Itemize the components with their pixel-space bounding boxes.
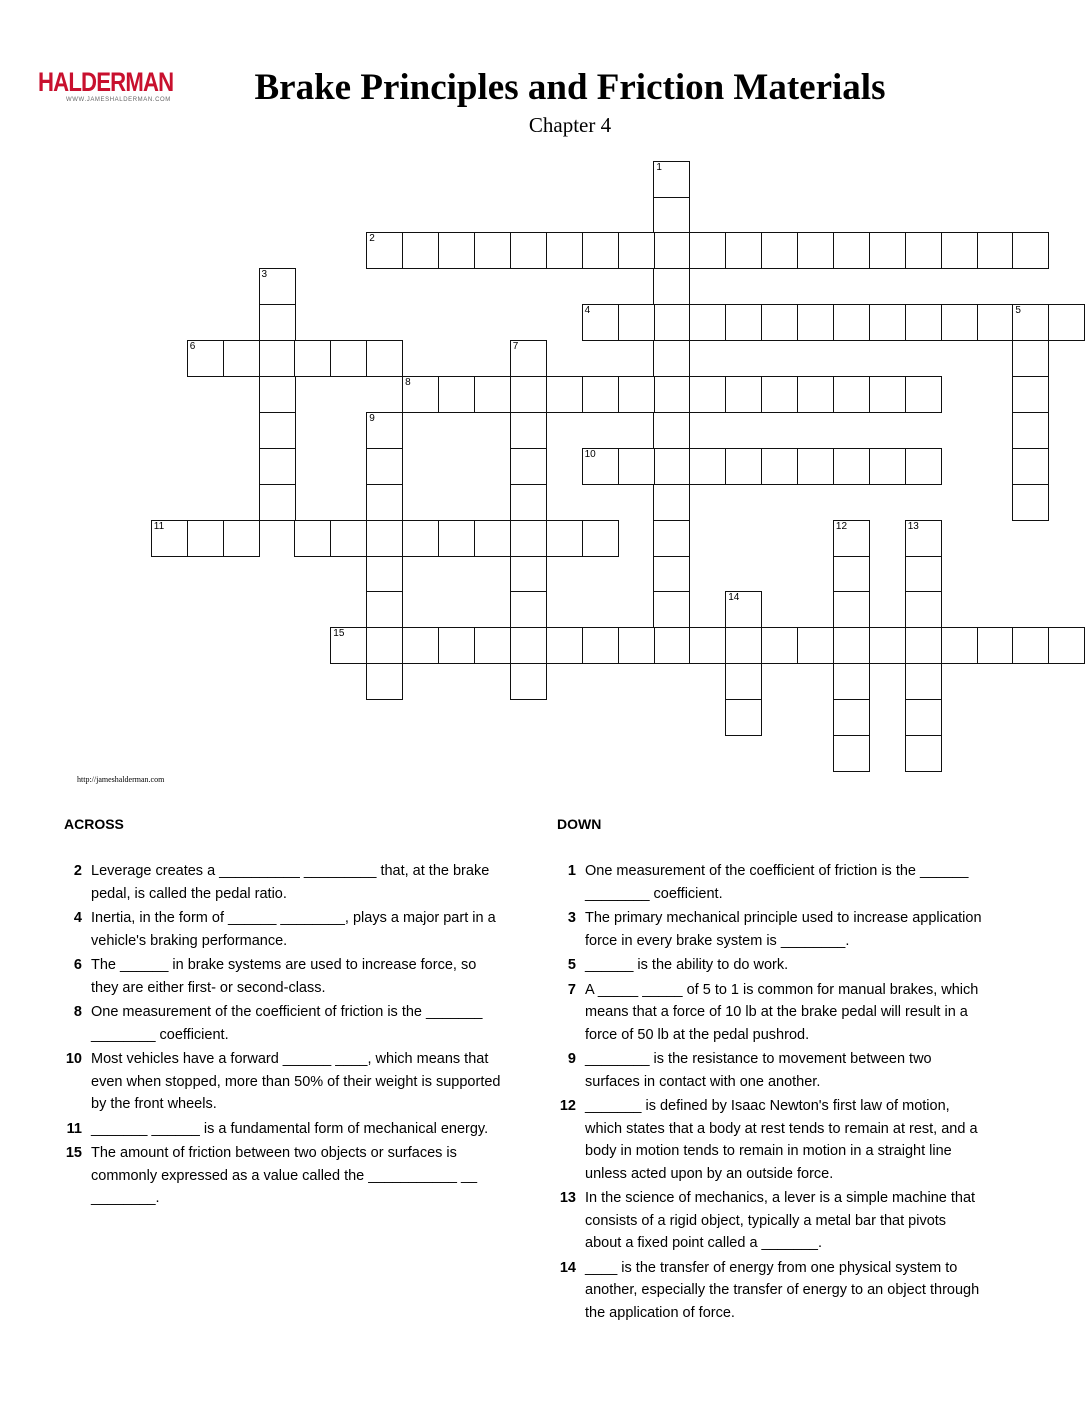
clue-text: ____ is the transfer of energy from one physical system to another, especially the transfer of energy to an object through the application of force. <box>585 1259 980 1321</box>
clue-number: 4 <box>73 910 82 926</box>
crossword-cell[interactable] <box>689 304 726 341</box>
page-title: Brake Principles and Friction Materials <box>254 67 886 108</box>
crossword-cell[interactable] <box>905 591 942 628</box>
crossword-cell[interactable] <box>725 627 762 664</box>
crossword-cell[interactable] <box>259 412 296 449</box>
footer-url: http://jameshalderman.com <box>77 775 165 784</box>
crossword-cell[interactable] <box>905 304 942 341</box>
clue-text: Inertia, in the form of ______ ________, plays a major part in a vehicle's braking performance. <box>91 910 496 949</box>
crossword-cell[interactable] <box>1012 412 1049 449</box>
crossword-cell[interactable] <box>653 232 690 269</box>
crossword-cell[interactable] <box>1012 448 1049 485</box>
clue-text: The ______ in brake systems are used to increase force, so they are either first- or second-class. <box>91 957 477 996</box>
crossword-cell[interactable] <box>941 627 978 664</box>
clue-text: Most vehicles have a forward ______ ____, which means that even when stopped, more than 50% of their weight is supported by the front wheels. <box>91 1051 501 1112</box>
crossword-cell[interactable] <box>1048 304 1085 341</box>
crossword-cell[interactable] <box>833 376 870 413</box>
cell-number: 9 <box>369 412 375 424</box>
crossword-cell[interactable] <box>402 232 439 269</box>
crossword-cell[interactable] <box>905 627 942 664</box>
down-clue <box>556 979 986 1047</box>
crossword-cell[interactable] <box>1012 376 1049 413</box>
crossword-cell[interactable] <box>977 232 1014 269</box>
crossword-cell[interactable] <box>366 520 403 557</box>
cell-number: 1 <box>656 161 662 173</box>
crossword-cell[interactable] <box>869 232 906 269</box>
crossword-cell[interactable] <box>689 232 726 269</box>
across-clue <box>62 1142 502 1210</box>
cell-number: 11 <box>153 520 165 532</box>
across-clue <box>62 907 502 952</box>
clue-text: ______ is the ability to do work. <box>585 957 789 973</box>
clue-text: A _____ _____ of 5 to 1 is common for manual brakes, which means that a force of 10 lb at the brake pedal will result in a force of 50 lb at the pedal pushrod. <box>585 981 979 1043</box>
across-clue <box>62 954 502 999</box>
down-clue <box>556 1095 986 1185</box>
crossword-cell[interactable] <box>510 340 547 377</box>
crossword-cell[interactable] <box>761 304 798 341</box>
crossword-cell[interactable] <box>977 304 1014 341</box>
crossword-cell[interactable] <box>510 663 547 700</box>
crossword-cell[interactable] <box>402 376 439 413</box>
crossword-cell[interactable] <box>510 627 547 664</box>
across-clue <box>62 1118 502 1141</box>
crossword-cell[interactable] <box>330 340 367 377</box>
crossword-cell[interactable] <box>1012 232 1049 269</box>
crossword-cell[interactable] <box>653 197 690 234</box>
page-subtitle: Chapter 4 <box>528 113 612 137</box>
crossword-cell[interactable] <box>653 591 690 628</box>
crossword-cell[interactable] <box>833 663 870 700</box>
crossword-cell[interactable] <box>259 304 296 341</box>
crossword-cell[interactable] <box>330 627 367 664</box>
crossword-cell[interactable] <box>653 304 690 341</box>
cell-number: 6 <box>189 341 196 353</box>
crossword-cell[interactable] <box>653 340 690 377</box>
crossword-cell[interactable] <box>905 663 942 700</box>
crossword-cell[interactable] <box>725 232 762 269</box>
crossword-cell[interactable] <box>833 448 870 485</box>
cell-number: 14 <box>728 592 740 604</box>
crossword-cell[interactable] <box>905 232 942 269</box>
crossword-cell[interactable] <box>366 556 403 593</box>
cell-number: 8 <box>405 377 411 388</box>
cell-number: 15 <box>333 628 345 640</box>
crossword-cell[interactable] <box>653 376 690 413</box>
clue-number: 6 <box>73 957 82 973</box>
crossword-cell[interactable] <box>833 735 870 772</box>
crossword-cell[interactable] <box>510 376 547 413</box>
crossword-cell[interactable] <box>653 161 690 198</box>
crossword-cell[interactable] <box>653 412 690 449</box>
down-clue <box>556 1257 986 1325</box>
cell-number: 10 <box>584 448 596 460</box>
crossword-cell[interactable] <box>1012 340 1049 377</box>
crossword-cell[interactable] <box>618 448 655 485</box>
crossword-cell[interactable] <box>618 376 655 413</box>
down-clue-list <box>556 860 986 1326</box>
crossword-cell[interactable] <box>797 376 834 413</box>
crossword-cell[interactable] <box>653 448 690 485</box>
crossword-cell[interactable] <box>869 448 906 485</box>
crossword-cell[interactable] <box>402 520 439 557</box>
across-heading: ACROSS <box>64 816 124 832</box>
crossword-cell[interactable] <box>761 448 798 485</box>
crossword-cell[interactable] <box>725 699 762 736</box>
crossword-cell[interactable] <box>510 412 547 449</box>
cell-number: 12 <box>835 520 848 532</box>
crossword-cell[interactable] <box>259 448 296 485</box>
crossword-cell[interactable] <box>259 340 296 377</box>
crossword-cell[interactable] <box>797 304 834 341</box>
crossword-cell[interactable] <box>653 520 690 557</box>
crossword-cell[interactable] <box>653 627 690 664</box>
crossword-cell[interactable] <box>546 520 583 557</box>
crossword-cell[interactable] <box>618 232 655 269</box>
clue-number: 13 <box>559 1190 576 1206</box>
cell-number: 2 <box>369 233 375 245</box>
crossword-cell[interactable] <box>582 232 619 269</box>
crossword-cell[interactable] <box>833 520 870 557</box>
crossword-cell[interactable] <box>259 376 296 413</box>
crossword-cell[interactable] <box>259 268 296 305</box>
clue-text: The amount of friction between two objects or surfaces is commonly expressed as a value called the ___________ __ ________. <box>91 1145 478 1206</box>
crossword-cell[interactable] <box>402 627 439 664</box>
crossword-cell[interactable] <box>1048 627 1085 664</box>
crossword-cell[interactable] <box>438 376 475 413</box>
crossword-cell[interactable] <box>905 448 942 485</box>
crossword-cell[interactable] <box>833 556 870 593</box>
clue-number: 11 <box>66 1120 82 1137</box>
crossword-cell[interactable] <box>653 268 690 305</box>
crossword-cell[interactable] <box>977 627 1014 664</box>
crossword-cell[interactable] <box>438 520 475 557</box>
clue-number: 10 <box>65 1051 82 1067</box>
crossword-cell[interactable] <box>366 448 403 485</box>
crossword-cell[interactable] <box>582 376 619 413</box>
clue-text: The primary mechanical principle used to increase application force in every brake system is ________. <box>585 910 982 949</box>
crossword-cell[interactable] <box>725 448 762 485</box>
crossword-cell[interactable] <box>510 591 547 628</box>
crossword-cell[interactable] <box>761 376 798 413</box>
crossword-cell[interactable] <box>546 232 583 269</box>
across-clue <box>62 1001 502 1046</box>
crossword-cell[interactable] <box>833 232 870 269</box>
crossword-cell[interactable] <box>510 520 547 557</box>
crossword-cell[interactable] <box>618 627 655 664</box>
crossword-cell[interactable] <box>653 484 690 521</box>
crossword-cell[interactable] <box>761 627 798 664</box>
crossword-cell[interactable] <box>869 376 906 413</box>
crossword-cell[interactable] <box>582 304 619 341</box>
down-clue <box>556 954 986 977</box>
clue-text: Leverage creates a __________ _________ that, at the brake pedal, is called the pedal ratio. <box>91 863 490 902</box>
crossword-cell[interactable] <box>187 520 224 557</box>
crossword-cell[interactable] <box>797 627 834 664</box>
cell-number: 3 <box>261 269 268 281</box>
crossword-cell[interactable] <box>1012 304 1049 341</box>
cell-number: 7 <box>512 341 519 353</box>
crossword-cell[interactable] <box>905 556 942 593</box>
across-clue <box>62 860 502 905</box>
cell-number: 5 <box>1015 305 1021 317</box>
crossword-cell[interactable] <box>510 484 547 521</box>
crossword-cell[interactable] <box>761 232 798 269</box>
crossword-cell[interactable] <box>1012 484 1049 521</box>
crossword-cell[interactable] <box>905 520 942 557</box>
crossword-cell[interactable] <box>689 448 726 485</box>
crossword-cell[interactable] <box>366 232 403 269</box>
clue-text: _______ ______ is a fundamental form of mechanical energy. <box>91 1120 489 1137</box>
clue-number: 9 <box>567 1051 576 1067</box>
crossword-cell[interactable] <box>474 232 511 269</box>
down-clue <box>556 907 986 952</box>
crossword-cell[interactable] <box>366 663 403 700</box>
crossword-cell[interactable] <box>294 520 331 557</box>
crossword-cell[interactable] <box>653 556 690 593</box>
crossword-cell[interactable] <box>510 232 547 269</box>
crossword-cell[interactable] <box>1012 627 1049 664</box>
crossword-cell[interactable] <box>689 627 726 664</box>
crossword-cell[interactable] <box>725 304 762 341</box>
crossword-cell[interactable] <box>941 232 978 269</box>
crossword-cell[interactable] <box>510 556 547 593</box>
crossword-cell[interactable] <box>294 340 331 377</box>
crossword-cell[interactable] <box>366 591 403 628</box>
clue-number: 5 <box>567 957 576 973</box>
crossword-cell[interactable] <box>689 376 726 413</box>
clue-text: ________ is the resistance to movement between two surfaces in contact with one another. <box>585 1051 932 1090</box>
crossword-cell[interactable] <box>366 627 403 664</box>
crossword-cell[interactable] <box>833 627 870 664</box>
clue-text: _______ is defined by Isaac Newton's first law of motion, which states that a body at rest tends to remain at rest, and a body in motion tends to remain in motion in a straight line unless acted upon by an outside force. <box>585 1098 978 1182</box>
crossword-cell[interactable] <box>151 520 188 557</box>
clue-number: 15 <box>65 1145 82 1161</box>
crossword-cell[interactable] <box>833 699 870 736</box>
crossword-cell[interactable] <box>259 484 296 521</box>
crossword-cell[interactable] <box>725 591 762 628</box>
clue-number: 3 <box>567 910 576 926</box>
crossword-cell[interactable] <box>905 735 942 772</box>
crossword-cell[interactable] <box>366 340 403 377</box>
crossword-cell[interactable] <box>797 232 834 269</box>
across-clue-list <box>62 860 502 1212</box>
crossword-cell[interactable] <box>438 627 475 664</box>
clue-text: One measurement of the coefficient of friction is the _______ ________ coefficient. <box>91 1004 483 1043</box>
logo-text: HALDERMAN <box>38 67 174 97</box>
down-clue <box>556 860 986 905</box>
down-clue <box>556 1187 986 1255</box>
crossword-cell[interactable] <box>366 484 403 521</box>
clue-number: 7 <box>567 981 576 998</box>
crossword-cell[interactable] <box>618 304 655 341</box>
crossword-cell[interactable] <box>905 699 942 736</box>
crossword-cell[interactable] <box>582 448 619 485</box>
crossword-cell[interactable] <box>474 627 511 664</box>
crossword-cell[interactable] <box>833 591 870 628</box>
crossword-cell[interactable] <box>546 627 583 664</box>
crossword-cell[interactable] <box>223 520 260 557</box>
crossword-cell[interactable] <box>510 448 547 485</box>
crossword-cell[interactable] <box>582 627 619 664</box>
clue-number: 8 <box>73 1004 82 1020</box>
clue-number: 2 <box>73 863 82 879</box>
crossword-cell[interactable] <box>187 340 224 377</box>
crossword-cell[interactable] <box>725 663 762 700</box>
down-heading: DOWN <box>557 816 602 832</box>
crossword-cell[interactable] <box>474 376 511 413</box>
crossword-cell[interactable] <box>725 376 762 413</box>
crossword-cell[interactable] <box>474 520 511 557</box>
cell-number: 4 <box>584 305 591 317</box>
crossword-cell[interactable] <box>546 376 583 413</box>
down-clue <box>556 1048 986 1093</box>
crossword-cell[interactable] <box>330 520 367 557</box>
crossword-cell[interactable] <box>223 340 260 377</box>
crossword-cell[interactable] <box>438 232 475 269</box>
across-clue <box>62 1048 502 1116</box>
clue-text: In the science of mechanics, a lever is a simple machine that consists of a rigid object, typically a metal bar that pivots about a fixed point called a _______. <box>585 1190 976 1251</box>
crossword-cell[interactable] <box>582 520 619 557</box>
crossword-cell[interactable] <box>869 627 906 664</box>
crossword-cell[interactable] <box>833 304 870 341</box>
crossword-cell[interactable] <box>869 304 906 341</box>
clue-number: 14 <box>559 1259 576 1276</box>
cell-number: 13 <box>907 520 919 532</box>
crossword-cell[interactable] <box>797 448 834 485</box>
logo-subtext: WWW.JAMESHALDERMAN.COM <box>66 97 171 103</box>
clue-number: 12 <box>559 1098 576 1114</box>
crossword-cell[interactable] <box>366 412 403 449</box>
crossword-cell[interactable] <box>941 304 978 341</box>
clue-number: 1 <box>567 863 576 879</box>
crossword-cell[interactable] <box>905 376 942 413</box>
clue-text: One measurement of the coefficient of friction is the ______ ________ coefficient. <box>585 863 969 902</box>
